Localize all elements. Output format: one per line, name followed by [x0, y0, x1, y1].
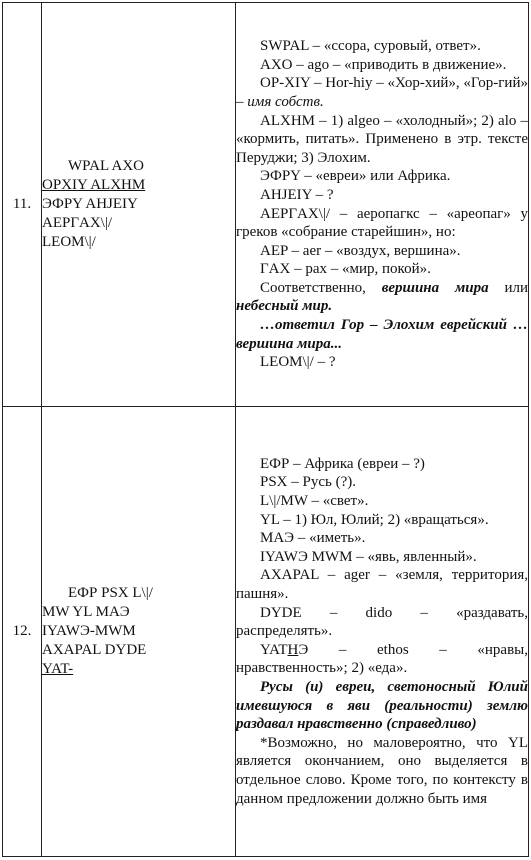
original-line: ЭФРY AHJEIY	[42, 196, 138, 212]
commentary-line: AHJEIY – ?	[260, 186, 334, 203]
original-line: IYAWЭ-MWM	[42, 623, 136, 639]
commentary-line: PSX – Русь (?).	[260, 474, 357, 491]
original-line: LEOM\|/	[42, 234, 96, 250]
commentary-line: YATHЭ – ethos – «нравы, нравственность»; 2) «еда».	[236, 641, 528, 677]
commentary-line: ГAX – pax – «мир, покой».	[260, 261, 431, 278]
commentary-line: AEPГAX\|/ – аеропагкс – «ареопаг» у греков «собрание старейшин», но:	[236, 205, 528, 241]
commentary-line: ALXHM – 1) algeo – «холодный»; 2) alo – «кормить, питать». Применено в этр. тексте Перуджи; 3) Элохим.	[236, 112, 528, 166]
original-text-cell	[42, 3, 236, 407]
translation-table	[2, 2, 529, 857]
commentary-line: AXAPAL – ager – «земля, территория, пашня».	[236, 567, 528, 603]
original-line: YAT-	[42, 661, 74, 677]
commentary-cell	[236, 407, 529, 857]
commentary-cell	[236, 3, 529, 407]
table-row	[3, 3, 529, 407]
commentary-line: LEOM\|/ – ?	[260, 354, 336, 371]
row-number: 12.	[3, 407, 42, 857]
original-line: WPAL AXO	[68, 158, 144, 174]
commentary-line: AEP – aer – «воздух, вершина».	[260, 242, 461, 259]
commentary-line: IYAWЭ MWM – «явь, явленный».	[260, 548, 477, 565]
original-line: OPXIY ALXHM	[42, 177, 146, 193]
table-row	[3, 407, 529, 857]
commentary-line: YL – 1) Юл, Юлий; 2) «вращаться».	[260, 511, 489, 528]
commentary-line: DYDE – dido – «раздавать, распределять».	[236, 604, 528, 640]
row-number: 11.	[3, 3, 42, 407]
commentary-line: Русы (и) евреи, светоносный Юлий имевшуюся в яви (реальности) землю раздавал нравственно (справедливо)	[236, 678, 528, 733]
commentary-line: ЕФР – Африка (евреи – ?)	[260, 455, 425, 472]
commentary-line: *Возможно, но маловероятно, что YL является окончанием, оно выделяется в отдельное слово. Кроме того, по контексту в данном предложении должно быть имя	[236, 734, 528, 807]
commentary-line: SWPAL – «ссора, суровый, ответ».	[260, 38, 481, 55]
commentary-line: OP-XIY – Hor-hiy – «Хор-хий», «Гор-гий» – имя собств.	[236, 75, 528, 110]
original-line: MW YL MAЭ	[42, 604, 130, 620]
commentary-line: Соответственно, вершина мира или небесный мир.	[236, 279, 529, 315]
commentary-line: L\|/MW – «свет».	[260, 493, 369, 510]
original-line: AXAPAL DYDE	[42, 642, 147, 658]
commentary-line: …ответил Гор – Элохим еврейский … вершина мира...	[236, 317, 528, 352]
original-text-cell	[42, 407, 236, 857]
original-line: AEPГAX\|/	[42, 215, 113, 231]
commentary-line: ЭФРY – «евреи» или Африка.	[260, 168, 451, 185]
original-line: ЕФР PSX L\|/	[68, 585, 153, 601]
commentary-line: AXO – ago – «приводить в движение».	[260, 56, 507, 73]
commentary-line: MAЭ – «иметь».	[260, 530, 366, 547]
